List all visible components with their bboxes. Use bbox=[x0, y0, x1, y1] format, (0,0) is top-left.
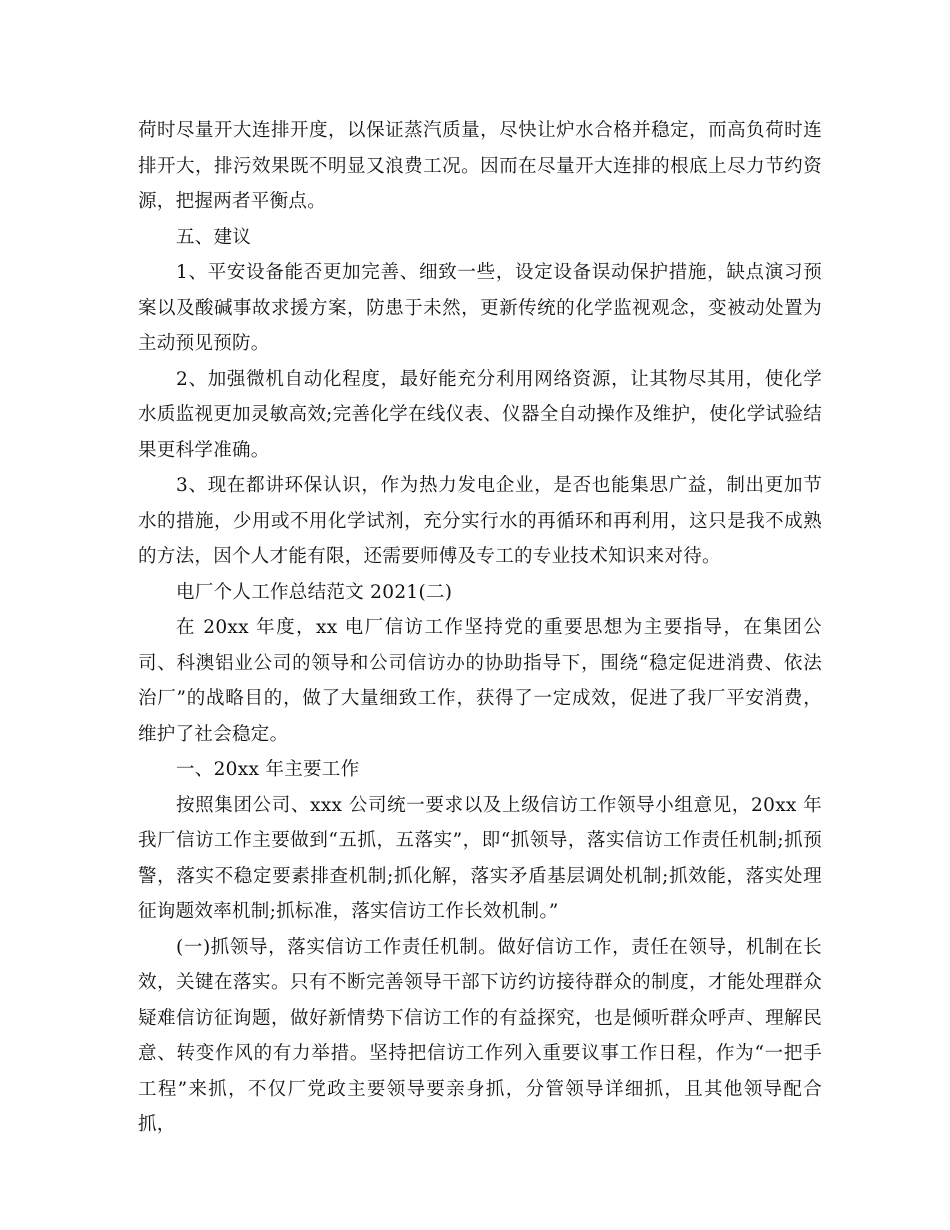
suggestion-paragraph-3: 3、现在都讲环保认识，作为热力发电企业，是否也能集思广益，制出更加节水的措施，少用或不用化学试剂，充分实行水的再循环和再利用，这只是我不成熟的方法，因个人才能有限，还需要师傅及专工的专业技术知识来对待。 bbox=[138, 475, 822, 567]
main-work-paragraph: 按照集团公司、xxx 公司统一要求以及上级信访工作领导小组意见，20xx 年我厂信访工作主要做到“五抓，五落实”，即“抓领导，落实信访工作责任机制;抓预警，落实不稳定要素排查机制;抓化解，落实矛盾基层调处机制;抓效能，落实处理征询题效率机制;抓标准，落实信访工作长效机制。” bbox=[138, 794, 822, 922]
document-body bbox=[138, 113, 822, 1143]
leadership-paragraph: (一)抓领导，落实信访工作责任机制。做好信访工作，责任在领导，机制在长效，关键在落实。只有不断完善领导干部下访约访接待群众的制度，才能处理群众疑难信访征询题，做好新情势下信访工作的有益探究，也是倾听群众呼声、理解民意、转变作风的有力举措。坚持把信访工作列入重要议事工作日程，作为“一把手工程”来抓，不仅厂党政主要领导要亲身抓，分管领导详细抓，且其他领导配合抓， bbox=[138, 936, 822, 1135]
suggestion-paragraph-2: 2、加强微机自动化程度，最好能充分利用网络资源，让其物尽其用，使化学水质监视更加灵敏高效;完善化学在线仪表、仪器全自动操作及维护，使化学试验结果更科学准确。 bbox=[138, 368, 822, 461]
paragraph-continuation: 荷时尽量开大连排开度，以保证蒸汽质量，尽快让炉水合格并稳定，而高负荷时连排开大，排污效果既不明显又浪费工况。因而在尽量开大连排的根底上尽力节约资源，把握两者平衡点。 bbox=[138, 120, 822, 212]
section-heading-main-work: 一、20xx 年主要工作 bbox=[176, 759, 360, 780]
intro-paragraph: 在 20xx 年度，xx 电厂信访工作坚持党的重要思想为主要指导，在集团公司、科澳铝业公司的领导和公司信访办的协助指导下，围绕“稳定促进消费、依法治厂”的战略目的，做了大量细致工作，获得了一定成效，促进了我厂平安消费，维护了社会稳定。 bbox=[138, 617, 822, 745]
article-title-part-two: 电厂个人工作总结范文 2021(二) bbox=[176, 581, 453, 603]
section-heading-suggestions: 五、建议 bbox=[176, 226, 252, 248]
suggestion-paragraph-1: 1、平安设备能否更加完善、细致一些，设定设备误动保护措施，缺点演习预案以及酸碱事故求援方案，防患于未然，更新传统的化学监视观念，变被动处置为主动预见预防。 bbox=[138, 262, 822, 354]
